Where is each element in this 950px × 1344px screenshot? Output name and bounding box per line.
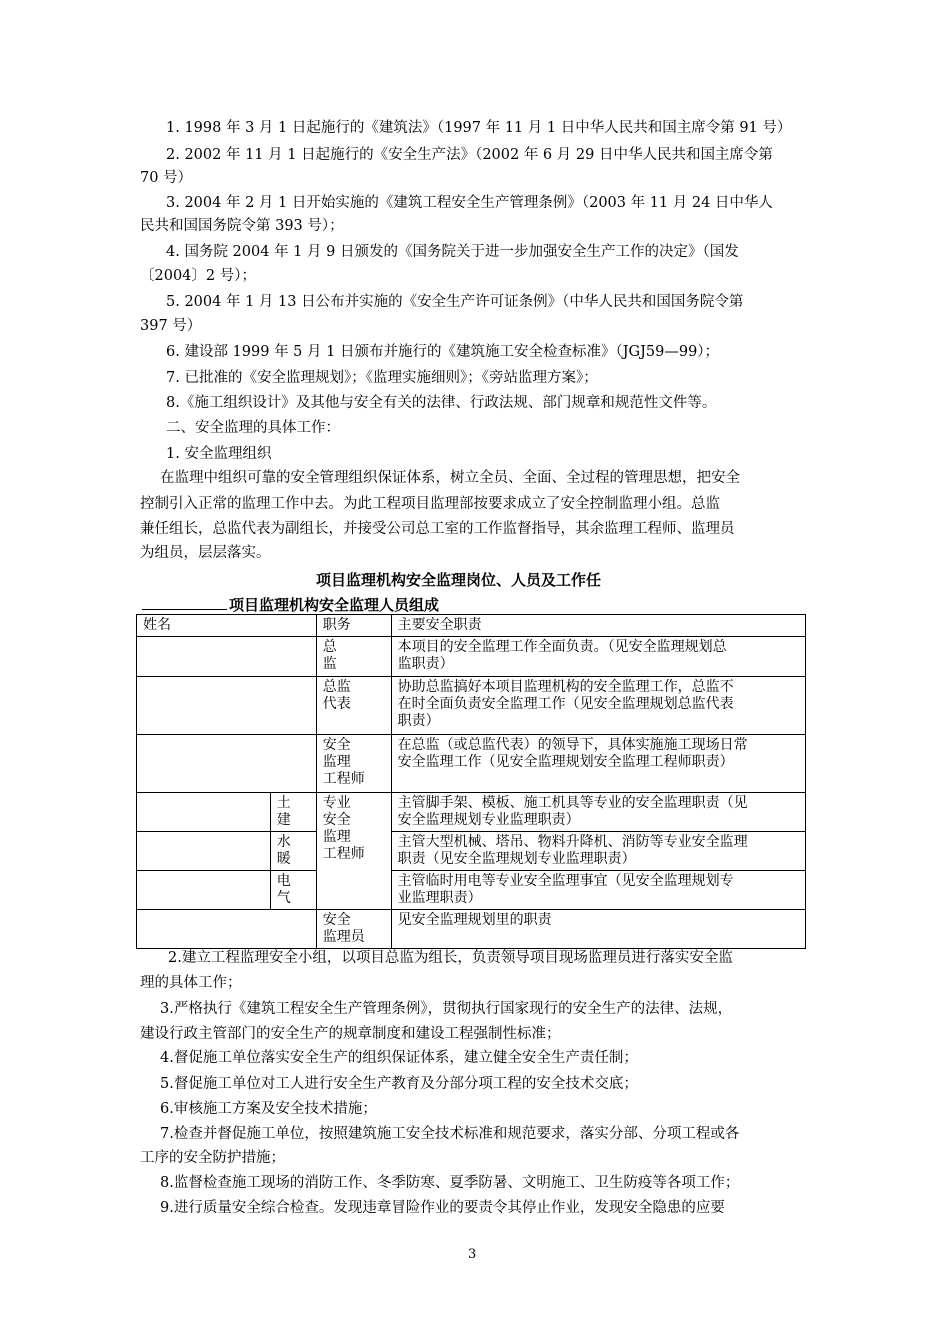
work-item-2-cont: 理的具体工作； <box>140 975 242 991</box>
work-item-3: 3.严格执行《建筑工程安全生产管理条例》，贯彻执行国家现行的安全生产的法律、法规， <box>160 1001 733 1017</box>
discipline-cell <box>270 871 316 910</box>
basis-item-3: 3. 2004 年 2 月 1 日开始实施的《建筑工程安全生产管理条例》（2003 年 11 月 24 日中华人 <box>166 195 773 211</box>
table-header-row <box>137 615 806 637</box>
name-cell <box>137 735 317 793</box>
role-line: 监理员 <box>322 929 365 945</box>
work-item-3-cont: 建设行政主管部门的安全生产的规章制度和建设工程强制性标准； <box>140 1026 561 1042</box>
role-line: 监 <box>322 656 337 672</box>
work-item-6: 6.审核施工方案及安全技术措施； <box>160 1101 377 1117</box>
work-item-9: 9.进行质量安全综合检查。发现违章冒险作业的要责令其停止作业，发现安全隐患的应要 <box>160 1200 725 1216</box>
duty-line: 安全监理工作（见安全监理规划安全监理工程师职责） <box>397 754 734 770</box>
duty-line: 协助总监搞好本项目监理机构的安全监理工作，总监不 <box>397 679 734 695</box>
org-paragraph-line-1: 在监理中组织可靠的安全管理组织保证体系，树立全员、全面、全过程的管理思想，把安全 <box>160 470 740 486</box>
work-item-2: 2.建立工程监理安全小组，以项目总监为组长，负责领导项目现场监理员进行落实安全监 <box>168 950 733 966</box>
work-item-4: 4.督促施工单位落实安全生产的组织保证体系，建立健全安全生产责任制； <box>160 1050 638 1066</box>
subsection-heading: 1. 安全监理组织 <box>166 446 272 462</box>
role-line: 代表 <box>322 696 351 712</box>
duty-line: 主管脚手架、模板、施工机具等专业的安全监理职责（见 <box>397 795 748 811</box>
name-cell <box>137 871 271 910</box>
role-line: 安全 <box>322 912 351 928</box>
duty-line: 主管大型机械、塔吊、物料升降机、消防等专业安全监理 <box>397 834 748 850</box>
role-cell <box>316 735 391 793</box>
basis-item-4-cont: 〔2004〕2 号）； <box>140 268 256 284</box>
table-row <box>137 677 806 735</box>
table-row <box>137 637 806 677</box>
table-row <box>137 832 806 871</box>
discipline-cell <box>270 793 316 832</box>
duty-line: 业监理职责） <box>397 890 482 906</box>
work-item-7-cont: 工序的安全防护措施； <box>140 1150 285 1166</box>
duty-cell <box>391 832 805 871</box>
duty-cell <box>391 910 805 949</box>
table-row <box>137 735 806 793</box>
duty-line: 见安全监理规划里的职责 <box>397 912 552 928</box>
role-line: 工程师 <box>322 771 365 787</box>
basis-item-6: 6. 建设部 1999 年 5 月 1 日颁布并施行的《建筑施工安全检查标准》（JGJ59—99）； <box>166 344 720 360</box>
table-row <box>137 871 806 910</box>
role-cell-specialist <box>316 793 391 910</box>
role-line: 工程师 <box>322 846 365 862</box>
table-row <box>137 793 806 832</box>
discipline-line: 暖 <box>276 851 291 867</box>
role-line: 专业 <box>322 795 351 811</box>
header-duty: 主要安全职责 <box>391 615 805 637</box>
table-subtitle <box>142 594 439 615</box>
basis-item-1: 1. 1998 年 3 月 1 日起施行的《建筑法》（1997 年 11 月 1 日中华人民共和国主席令第 91 号） <box>166 120 792 136</box>
role-line: 安全 <box>322 737 351 753</box>
duty-cell <box>391 735 805 793</box>
role-cell <box>316 637 391 677</box>
discipline-line: 建 <box>276 812 291 828</box>
duty-line: 安全监理规划专业监理职责） <box>397 812 580 828</box>
name-cell <box>137 637 317 677</box>
table-title: 项目监理机构安全监理岗位、人员及工作任 <box>316 571 602 589</box>
basis-item-2-cont: 70 号） <box>140 170 193 186</box>
discipline-line: 土 <box>276 795 291 811</box>
header-name: 姓名 <box>137 615 317 637</box>
section-heading: 二、安全监理的具体工作： <box>166 420 340 436</box>
basis-item-8: 8.《施工组织设计》及其他与安全有关的法律、行政法规、部门规章和规范性文件等。 <box>166 395 717 411</box>
header-role: 职务 <box>316 615 391 637</box>
table-row <box>137 910 806 949</box>
duty-cell <box>391 677 805 735</box>
table-subtitle-text: 项目监理机构安全监理人员组成 <box>229 596 440 614</box>
name-cell <box>137 793 271 832</box>
page-number: 3 <box>468 1247 477 1262</box>
org-paragraph-line-2: 控制引入正常的监理工作中去。为此工程项目监理部按要求成立了安全控制监理小组。总监 <box>140 496 720 512</box>
staff-table <box>136 614 806 949</box>
blank-underline <box>142 595 227 610</box>
basis-item-3-cont: 民共和国国务院令第 393 号）； <box>140 218 344 234</box>
work-item-7: 7.检查并督促施工单位，按照建筑施工安全技术标准和规范要求，落实分部、分项工程或各 <box>160 1126 740 1142</box>
duty-line: 在时全面负责安全监理工作（见安全监理规划总监代表 <box>397 696 734 712</box>
discipline-line: 水 <box>276 834 291 850</box>
role-cell <box>316 677 391 735</box>
org-paragraph-line-3: 兼任组长，总监代表为副组长，并接受公司总工室的工作监督指导，其余监理工程师、监理员 <box>140 521 735 537</box>
discipline-cell <box>270 832 316 871</box>
name-cell <box>137 910 317 949</box>
duty-line: 监职责） <box>397 656 454 672</box>
basis-item-5: 5. 2004 年 1 月 13 日公布并实施的《安全生产许可证条例》（中华人民共和国国务院令第 <box>166 294 744 310</box>
basis-item-5-cont: 397 号） <box>140 318 202 334</box>
role-line: 监理 <box>322 754 351 770</box>
role-line: 总 <box>322 639 337 655</box>
name-cell <box>137 832 271 871</box>
duty-cell <box>391 871 805 910</box>
basis-item-7: 7. 已批准的《安全监理规划》；《监理实施细则》；《旁站监理方案》； <box>166 370 598 386</box>
discipline-line: 电 <box>276 873 291 889</box>
work-item-8: 8.监督检查施工现场的消防工作、冬季防寒、夏季防暑、文明施工、卫生防疫等各项工作； <box>160 1175 740 1191</box>
role-line: 总监 <box>322 679 351 695</box>
role-line: 监理 <box>322 829 351 845</box>
duty-line: 主管临时用电等专业安全监理事宜（见安全监理规划专 <box>397 873 734 889</box>
role-line: 安全 <box>322 812 351 828</box>
basis-item-4: 4. 国务院 2004 年 1 月 9 日颁发的《国务院关于进一步加强安全生产工作的决定》（国发 <box>166 244 739 260</box>
duty-cell <box>391 793 805 832</box>
discipline-line: 气 <box>276 890 291 906</box>
basis-item-2: 2. 2002 年 11 月 1 日起施行的《安全生产法》（2002 年 6 月 29 日中华人民共和国主席令第 <box>166 147 773 163</box>
duty-line: 职责（见安全监理规划专业监理职责） <box>397 851 636 867</box>
duty-line: 本项目的安全监理工作全面负责。（见安全监理规划总 <box>397 639 727 655</box>
org-paragraph-line-4: 为组员，层层落实。 <box>140 545 271 561</box>
role-cell <box>316 910 391 949</box>
duty-line: 在总监（或总监代表）的领导下，具体实施施工现场日常 <box>397 737 748 753</box>
work-item-5: 5.督促施工单位对工人进行安全生产教育及分部分项工程的安全技术交底； <box>160 1076 638 1092</box>
duty-line: 职责） <box>397 713 440 729</box>
name-cell <box>137 677 317 735</box>
duty-cell <box>391 637 805 677</box>
